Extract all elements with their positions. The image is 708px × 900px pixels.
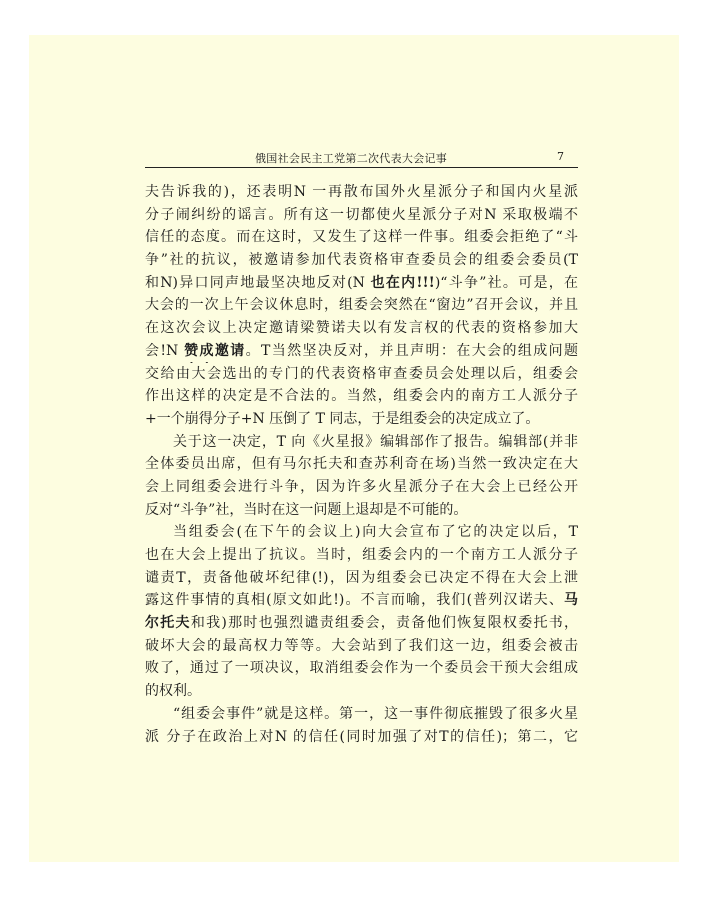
text-segment: 会!N: [145, 342, 185, 359]
text-segment: 在这次会议上决定邀请梁赞诺夫以有发言权的代表的资格参加大: [145, 320, 578, 337]
text-line: [145, 226, 578, 249]
text-segment: 谴责T，责备他破坏纪律(!)，因为组委会已决定不得在大会上泄: [145, 569, 578, 586]
text-segment: 和N)异口同声地最坚决地反对(N: [145, 274, 371, 291]
text-line: [145, 340, 578, 363]
text-line: [145, 635, 578, 658]
text-segment: 交给由大会选出的专门的代表资格审查委员会处理以后，组委会: [145, 365, 578, 382]
running-title: 俄国社会民主工党第二次代表大会记事: [255, 152, 448, 165]
text-segment: 作出这样的决定是不合法的。当然，组委会内的南方工人派分子: [145, 388, 578, 405]
text-segment: 的权利。: [145, 683, 201, 700]
text-segment: “组委会事件”就是这样。第一，这一事件彻底摧毁了很多火星: [173, 705, 578, 722]
text-line: [145, 363, 578, 386]
page-number: 7: [557, 150, 564, 163]
text-segment: 分子闹纠纷的谣言。所有这一切都使火星派分子对N 采取极端不: [145, 206, 578, 223]
text-segment: 反对“斗争”社，当时在这一问题上退却是不可能的。: [145, 501, 468, 518]
text-segment: 会上同组委会进行斗争，因为许多火星派分子在大会上已经公开: [145, 478, 578, 495]
text-line: [145, 567, 578, 590]
text-segment: 夫告诉我的)，还表明N 一再散布国外火星派分子和国内火星派: [145, 184, 578, 200]
text-segment: 露这件事情的真相(原文如此!)。不言而喻，我们(普列汉诺夫、: [145, 592, 564, 609]
text-line: [145, 294, 578, 317]
text-line: [145, 408, 578, 431]
text-segment: 全体委员出席，但有马尔托夫和查苏利奇在场)当然一致决定在大: [145, 456, 578, 473]
emphasized-text: 马: [564, 592, 578, 609]
text-segment: +一个崩得分子+N 压倒了 T 同志，于是组委会的决定成立了。: [145, 410, 540, 427]
text-line: [145, 385, 578, 408]
text-line: [145, 657, 578, 680]
text-line: [145, 431, 578, 454]
text-segment: 当组委会(在下午的会议上)向大会宣布了它的决定以后，T: [173, 524, 578, 541]
page-header: [145, 150, 578, 168]
text-line: [145, 703, 578, 726]
text-segment: )“斗争”社。可是，在: [434, 274, 578, 291]
text-segment: 和我)那时也强烈谴责组委会，责备他们恢复限权委托书，: [190, 615, 578, 632]
text-line: [145, 612, 578, 635]
text-line: [145, 499, 578, 522]
text-line: [145, 589, 578, 612]
text-segment: 。T当然坚决反对，并且声明：在大会的组成问题: [245, 342, 578, 359]
text-line: [145, 181, 578, 204]
text-line: [145, 476, 578, 499]
emphasized-text: 赞成: [184, 342, 215, 359]
emphasized-text: 也在内!!!: [370, 274, 435, 291]
text-line: [145, 272, 578, 295]
emphasized-text: 尔托夫: [145, 615, 191, 632]
text-segment: 破坏大会的最高权力等等。大会站到了我们这一边，组委会被击: [145, 637, 578, 654]
text-line: [145, 453, 578, 476]
emphasized-text: 邀请: [214, 342, 246, 359]
text-line: [145, 521, 578, 544]
text-line: [145, 204, 578, 227]
text-segment: 信任的态度。而在这时，又发生了这样一件事。组委会拒绝了“斗: [145, 229, 578, 246]
text-segment: 也在大会上提出了抗议。当时，组委会内的一个南方工人派分子: [145, 547, 578, 563]
text-segment: 派 分子在政治上对N 的信任(同时加强了对T的信任)；第二，它: [145, 728, 578, 745]
text-line: [145, 249, 578, 272]
text-segment: 败了，通过了一项决议，取消组委会作为一个委员会干预大会组成: [145, 660, 578, 677]
text-segment: 大会的一次上午会议休息时，组委会突然在“窗边”召开会议，并且: [145, 297, 578, 314]
body-text: [145, 181, 578, 748]
text-segment: 争”社的抗议，被邀请参加代表资格审查委员会的组委会委员(T: [145, 252, 578, 269]
text-line: [145, 544, 578, 567]
header-rule: [145, 167, 578, 168]
text-line: [145, 680, 578, 703]
text-line: [145, 317, 578, 340]
text-segment: 关于这一决定，T 向《火星报》编辑部作了报告。编辑部(并非: [173, 433, 578, 450]
text-line: [145, 726, 578, 749]
